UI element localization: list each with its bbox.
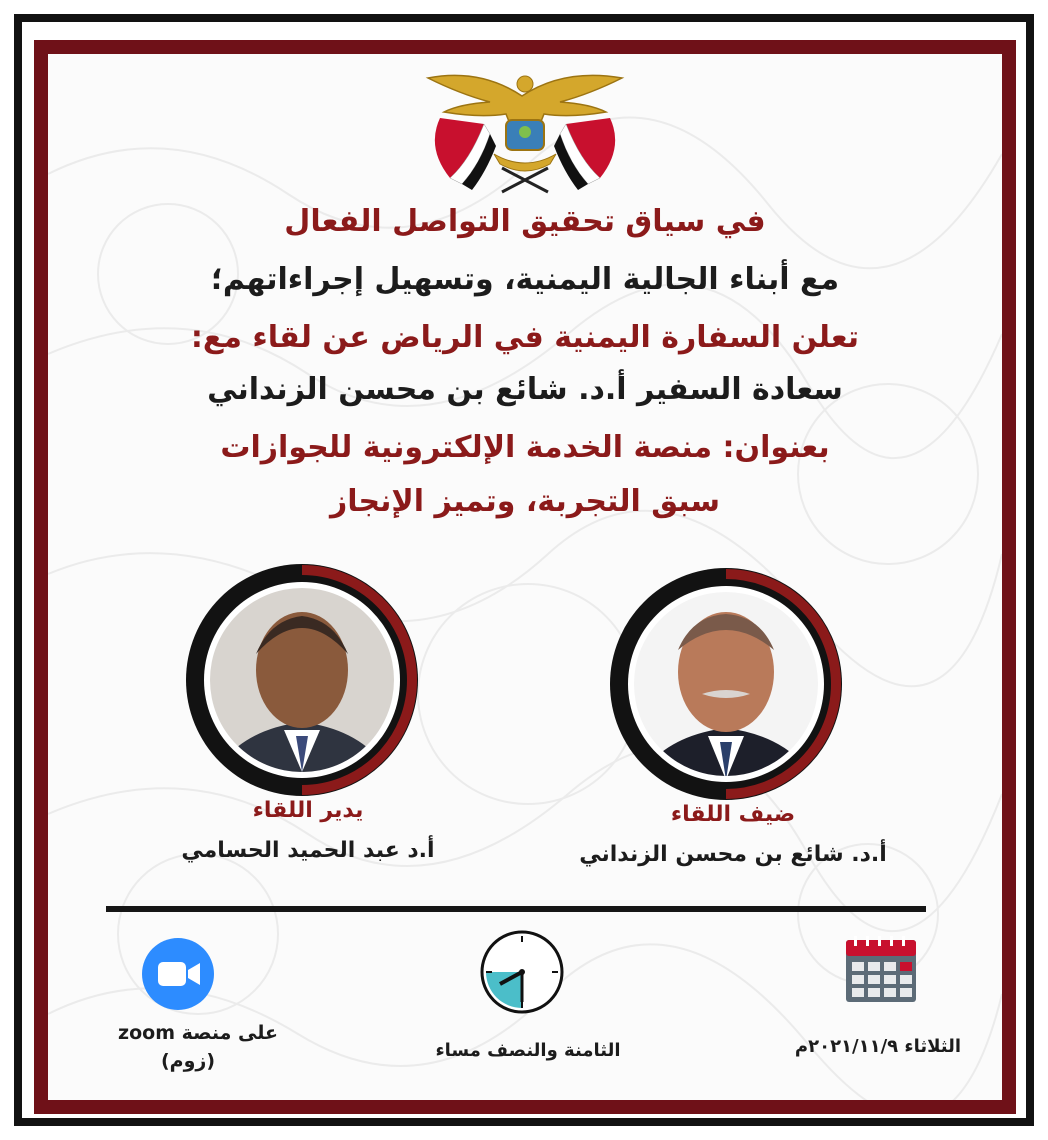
platform-label-arabic: (زوم)	[160, 1050, 216, 1072]
moderator-portrait	[184, 562, 420, 798]
platform-label: على منصة zoom	[118, 1022, 278, 1044]
headline-line-5: بعنوان: منصة الخدمة الإلكترونية للجوازات	[220, 430, 830, 465]
divider-line	[106, 906, 926, 912]
headline-line-6: سبق التجربة، وتميز الإنجاز	[329, 484, 721, 519]
yemen-eagle-emblem	[410, 64, 640, 194]
event-time: الثامنة والنصف مساء	[435, 1040, 621, 1061]
clock-icon	[480, 930, 564, 1014]
headline-line-3: تعلن السفارة اليمنية في الرياض عن لقاء مع:	[190, 320, 860, 355]
event-date: الثلاثاء ٢٠٢١/١١/٩م	[794, 1036, 962, 1057]
poster-canvas	[48, 54, 1002, 1100]
moderator-title: يدير اللقاء	[252, 798, 364, 823]
headline-line-2: مع أبناء الجالية اليمنية، وتسهيل إجراءاتهم؛	[210, 262, 840, 297]
guest-title: ضيف اللقاء	[670, 802, 796, 827]
guest-portrait	[608, 566, 844, 802]
guest-name: أ.د. شائع بن محسن الزنداني	[579, 842, 887, 867]
headline-line-1: في سياق تحقيق التواصل الفعال	[284, 204, 766, 239]
moderator-name: أ.د عبد الحميد الحسامي	[181, 838, 435, 863]
zoom-video-icon	[142, 938, 214, 1010]
calendar-icon	[844, 934, 918, 1004]
headline-line-4: سعادة السفير أ.د. شائع بن محسن الزنداني	[207, 372, 843, 407]
